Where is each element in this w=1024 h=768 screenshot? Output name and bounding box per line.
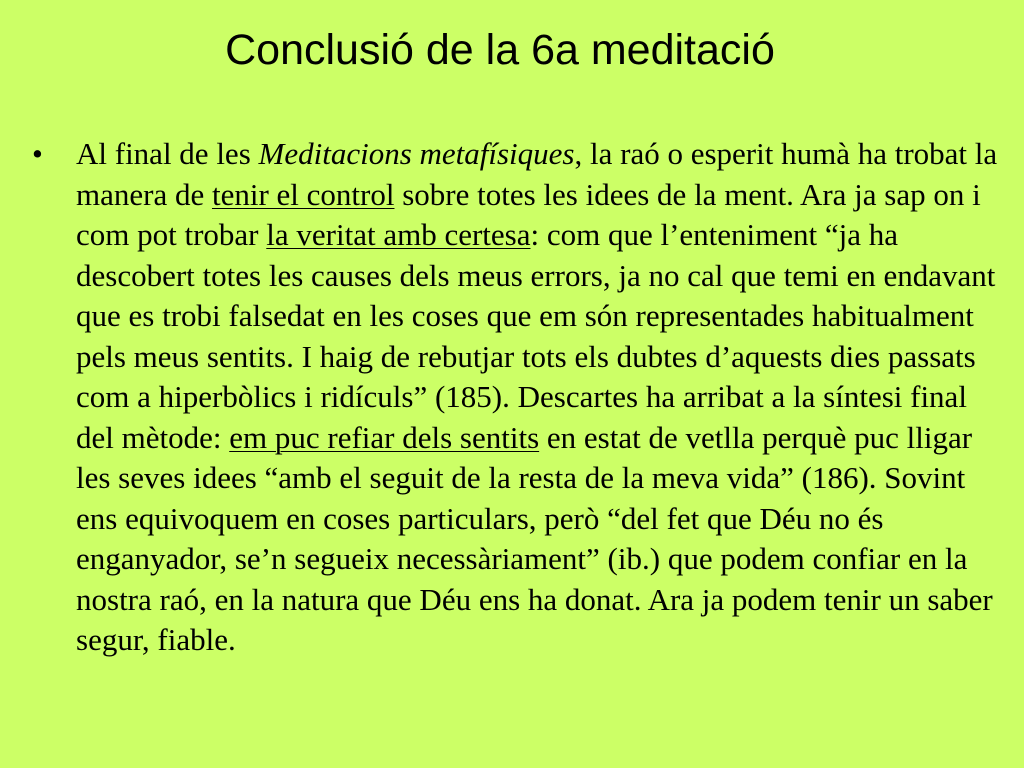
underlined-phrase-control: tenir el control bbox=[211, 176, 395, 212]
bullet-item bbox=[30, 134, 998, 661]
text-segment: : com que l’enteniment “ja ha descobert totes les causes dels meus errors, ja no cal que temi en endavant que es trobi falsedat en les coses que em són representades habitualment pels meus sentits. I haig de rebutjar tots els dubtes d’aquests dies passats com a hiperbòlics i ridículs” (185). Descartes ha arribat a la síntesi final del mètode: bbox=[76, 217, 996, 455]
slide-title: Conclusió de la 6a meditació bbox=[225, 26, 775, 74]
bullet-icon: • bbox=[32, 136, 43, 171]
bullet-list bbox=[30, 134, 998, 661]
text-segment: sobre totes les idees de la ment. Ara ja sap on i com pot trobar bbox=[76, 176, 981, 252]
underlined-phrase-truth: la veritat amb certesa bbox=[266, 217, 531, 252]
text-segment: Al final de les bbox=[76, 136, 259, 171]
book-title-italic: Meditacions metafísiques bbox=[258, 136, 575, 171]
text-segment: en estat de vetlla perquè puc lligar les seves idees “amb el seguit de la resta de la meva vida” (186). Sovint ens equivoquem en coses particulars, però “del fet que Déu no és enganyador, se’n segueix necessàriament” (ib.) que podem confiar en la nostra raó, en la natura que Déu ens ha donat. Ara ja podem tenir un saber segur, fiable. bbox=[76, 419, 993, 657]
text-segment: , la raó o esperit humà ha trobat la manera de bbox=[76, 136, 998, 212]
underlined-phrase-senses: em puc refiar dels sentits bbox=[229, 419, 540, 455]
